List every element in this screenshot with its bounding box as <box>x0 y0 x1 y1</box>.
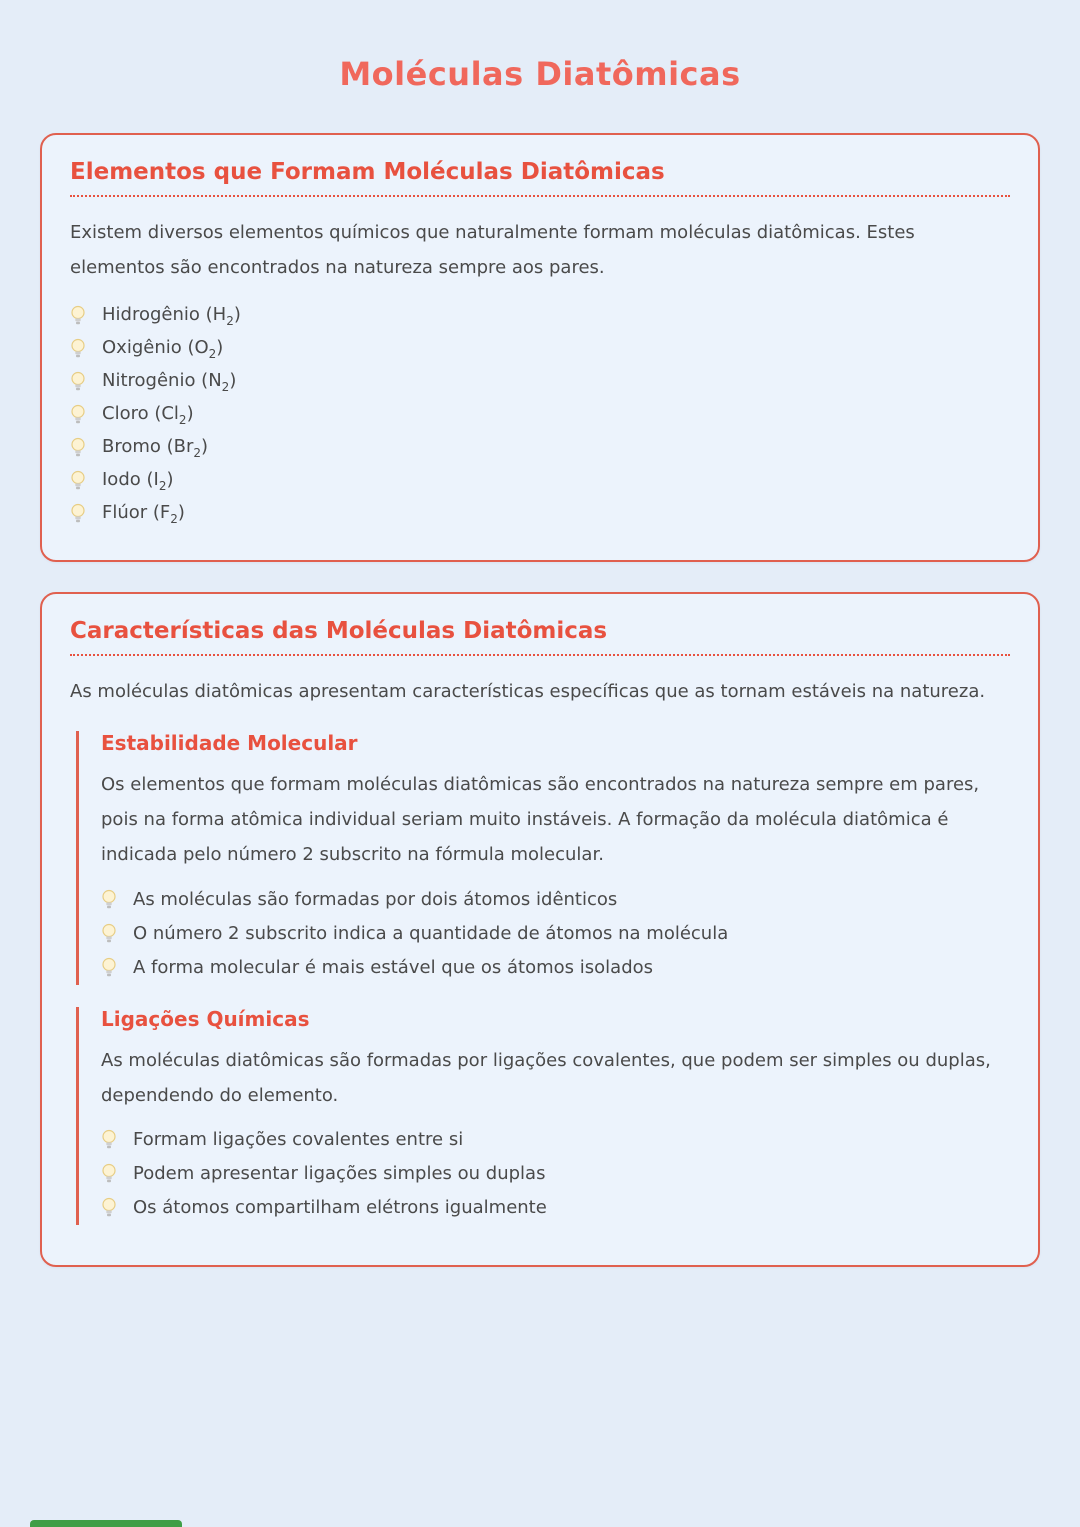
list-item <box>101 1157 1010 1191</box>
lightbulb-icon <box>70 437 86 459</box>
lightbulb-icon <box>70 404 86 426</box>
characteristics-card <box>40 592 1040 1267</box>
subsection-heading: Ligações Químicas <box>101 1006 310 1031</box>
stability-list <box>101 883 1010 985</box>
lightbulb-icon <box>70 305 86 327</box>
element-name: Nitrogênio $(N_2)$ <box>102 370 237 395</box>
elements-card <box>40 133 1040 562</box>
list-item <box>70 497 1010 530</box>
bonds-list <box>101 1123 1010 1225</box>
lightbulb-icon <box>70 338 86 360</box>
element-name: Cloro $(Cl_2)$ <box>102 403 194 428</box>
lightbulb-icon <box>101 923 117 945</box>
subsection-heading: Estabilidade Molecular <box>101 731 358 756</box>
list-item-text: As moléculas são formadas por dois átomos idênticos <box>133 889 618 911</box>
list-item-text: Formam ligações covalentes entre si <box>133 1129 464 1151</box>
characteristics-card-heading: Características das Moléculas Diatômicas <box>70 618 1010 656</box>
list-item <box>70 398 1010 431</box>
lightbulb-icon <box>101 1197 117 1219</box>
list-item <box>101 951 1010 985</box>
list-item <box>70 332 1010 365</box>
list-item <box>70 464 1010 497</box>
element-name: Flúor $(F_2)$ <box>102 502 185 527</box>
element-name: Bromo $(Br_2)$ <box>102 436 209 461</box>
subsection-body: As moléculas diatômicas são formadas por ligações covalentes, que podem ser simples ou duplas, dependendo do elemento. <box>101 1049 991 1106</box>
list-item <box>101 1191 1010 1225</box>
element-name: Hidrogênio $(H_2)$ <box>102 304 241 329</box>
list-item <box>101 883 1010 917</box>
element-name: Oxigênio $(O_2)$ <box>102 337 224 362</box>
list-item-text: Podem apresentar ligações simples ou duplas <box>133 1163 546 1185</box>
list-item-text: Os átomos compartilham elétrons igualmente <box>133 1197 547 1219</box>
lightbulb-icon <box>70 371 86 393</box>
elements-card-intro: Existem diversos elementos químicos que naturalmente formam moléculas diatômicas. Estes elementos são encontrados na natureza sempre aos pares. <box>70 222 915 279</box>
characteristics-card-intro: As moléculas diatômicas apresentam características específicas que as tornam estáveis na natureza. <box>70 681 986 703</box>
list-item <box>70 431 1010 464</box>
subsection-molecular-stability <box>76 731 1010 984</box>
lightbulb-icon <box>101 1129 117 1151</box>
list-item <box>101 1123 1010 1157</box>
list-item <box>101 917 1010 951</box>
subsection-body: Os elementos que formam moléculas diatômicas são encontrados na natureza sempre em pares, pois na forma atômica individual seriam muito instáveis. A formação da molécula diatômica é indicada pelo número 2 subscrito na fórmula molecular. <box>101 774 980 866</box>
list-item <box>70 365 1010 398</box>
elements-card-heading: Elementos que Formam Moléculas Diatômicas <box>70 159 1010 197</box>
page-title: Moléculas Diatômicas <box>339 55 741 93</box>
elements-list <box>70 299 1010 530</box>
lightbulb-icon <box>70 470 86 492</box>
list-item-text: A forma molecular é mais estável que os átomos isolados <box>133 957 654 979</box>
lightbulb-icon <box>101 889 117 911</box>
list-item <box>70 299 1010 332</box>
subsection-chemical-bonds <box>76 1007 1010 1225</box>
lightbulb-icon <box>70 503 86 525</box>
element-name: Iodo $(I_2)$ <box>102 469 174 494</box>
partial-next-card-edge <box>30 1520 182 1527</box>
lightbulb-icon <box>101 957 117 979</box>
lightbulb-icon <box>101 1163 117 1185</box>
list-item-text: O número 2 subscrito indica a quantidade de átomos na molécula <box>133 923 729 945</box>
